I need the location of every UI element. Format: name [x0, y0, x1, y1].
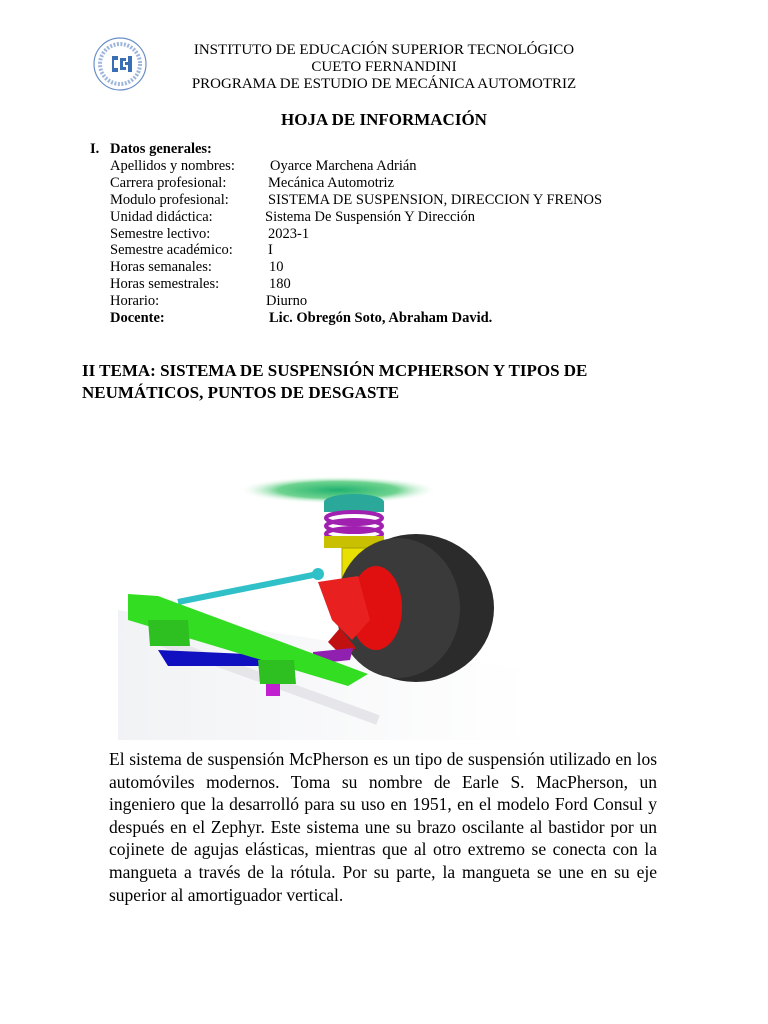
topic-heading — [82, 360, 692, 404]
row-docente — [90, 310, 493, 327]
row-horas-semestrales — [90, 276, 291, 293]
general-data-section — [90, 140, 603, 327]
section-heading: Datos generales: — [110, 141, 212, 157]
institution-header — [150, 42, 618, 93]
row-horario — [90, 293, 308, 310]
general-data-heading — [90, 140, 212, 158]
field-value: 180 — [269, 276, 291, 293]
page-title: HOJA DE INFORMACIÓN — [281, 110, 487, 129]
row-carrera — [90, 174, 395, 192]
field-label: Semestre lectivo: — [110, 225, 211, 242]
field-value: I — [268, 242, 273, 259]
field-value: Diurno — [266, 293, 308, 310]
field-value: Mecánica Automotriz — [268, 174, 395, 191]
field-label: Apellidos y nombres: — [110, 158, 235, 174]
topic-prefix: II TEMA: — [82, 361, 161, 380]
row-horas-semanales — [90, 259, 284, 276]
field-label: Modulo profesional: — [110, 191, 229, 208]
row-semestre-academico — [90, 242, 273, 259]
field-value: Sistema De Suspensión Y Dirección — [265, 208, 475, 225]
field-label: Docente: — [110, 310, 165, 327]
row-apellidos — [90, 158, 417, 175]
field-label: Horas semestrales: — [110, 276, 220, 293]
row-modulo — [90, 191, 603, 209]
mcpherson-suspension-illustration — [118, 470, 530, 740]
field-label: Carrera profesional: — [110, 174, 227, 191]
field-label: Semestre académico: — [110, 242, 233, 259]
field-label: Unidad didáctica: — [110, 208, 213, 225]
topic-text: SISTEMA DE SUSPENSIÓN MCPHERSON Y TIPOS DE NEUMÁTICOS, PUNTOS DE DESGASTE — [82, 361, 588, 402]
row-unidad — [90, 208, 475, 226]
field-value: 2023-1 — [268, 225, 310, 242]
row-semestre-lectivo — [90, 225, 310, 243]
institution-subname: CUETO FERNANDINI — [311, 59, 457, 75]
program-name: PROGRAMA DE ESTUDIO DE MECÁNICA AUTOMOTRIZ — [191, 76, 577, 92]
section-number: I. — [90, 141, 100, 157]
body-paragraph: El sistema de suspensión McPherson es un tipo de suspensión utilizado en los automóviles modernos. Toma su nombre de Earle S. MacPherson, un ingeniero que la desarrolló para su uso en 1951, en el modelo Ford Consul y después en el Zephyr. Este sistema une su brazo oscilante al bastidor por un cojinete de agujas elásticas, mientras que al otro extremo se conecta con la mangueta a través de la rótula. Por su parte, la mangueta se une en su eje superior al amortiguador vertical. — [109, 749, 657, 905]
institute-seal-logo — [92, 34, 148, 94]
field-label: Horas semanales: — [110, 259, 212, 276]
field-label: Horario: — [110, 293, 160, 310]
field-value: SISTEMA DE SUSPENSION, DIRECCION Y FRENOS — [268, 191, 603, 208]
field-value: Lic. Obregón Soto, Abraham David. — [269, 310, 493, 327]
field-value: Oyarce Marchena Adrián — [270, 158, 417, 174]
institution-name: INSTITUTO DE EDUCACIÓN SUPERIOR TECNOLÓGICO — [193, 42, 575, 58]
field-value: 10 — [269, 259, 284, 276]
